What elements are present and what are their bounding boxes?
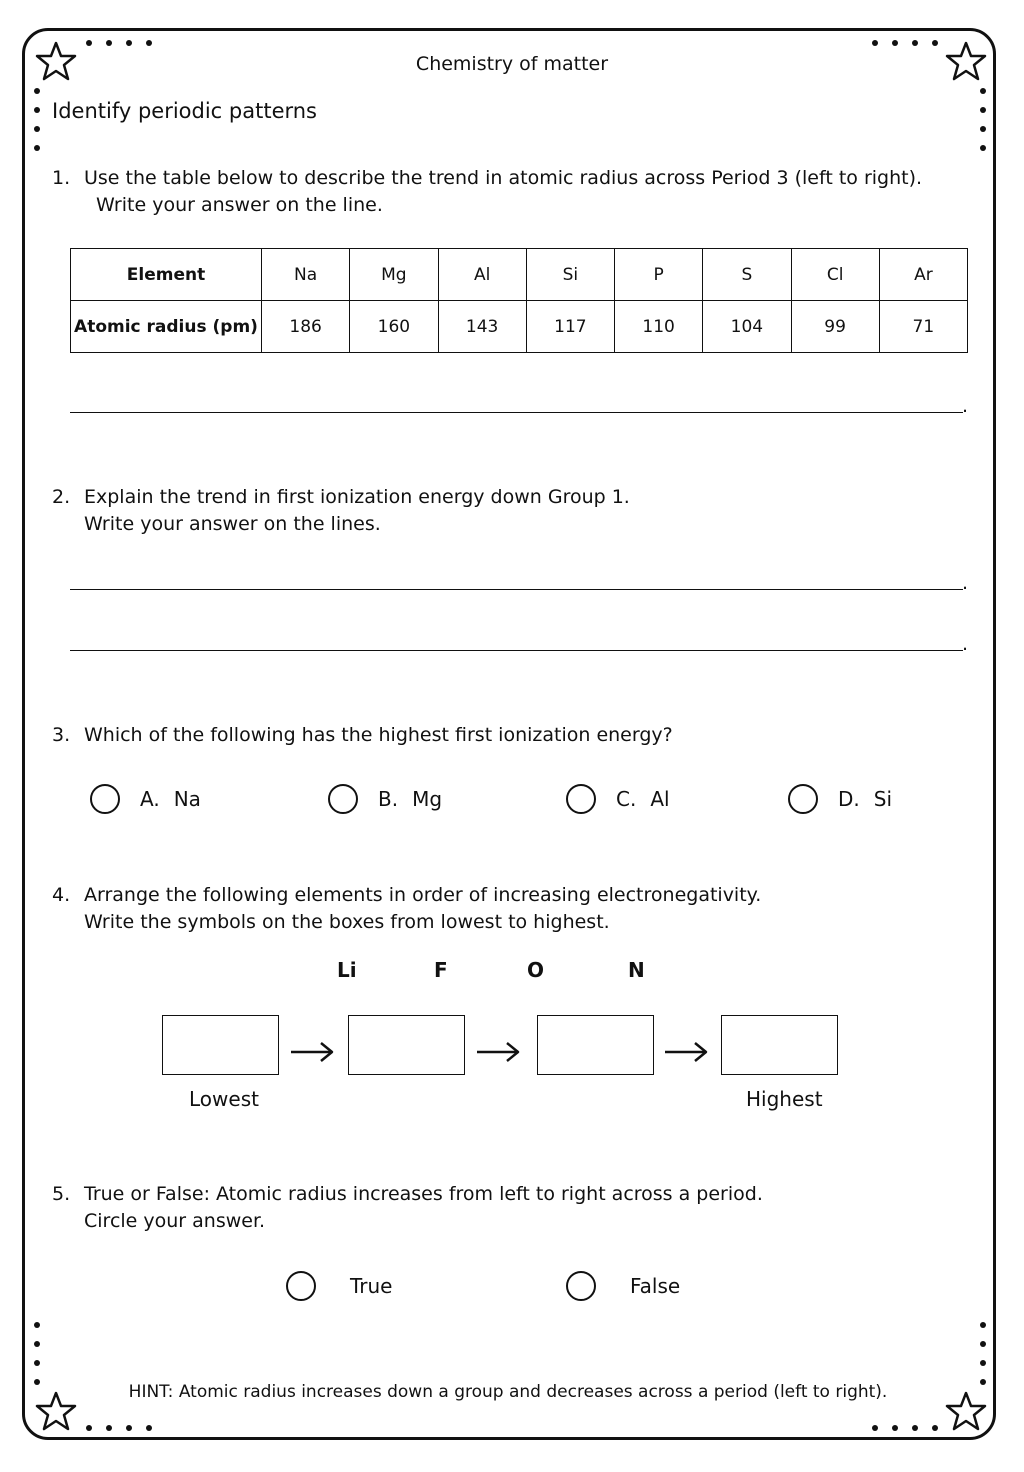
radio-circle[interactable] xyxy=(286,1271,316,1301)
radius-cell: 71 xyxy=(879,301,967,353)
decorative-dots xyxy=(34,88,40,151)
radius-cell: 160 xyxy=(350,301,438,353)
decorative-dots xyxy=(980,88,986,151)
question-text: Which of the following has the highest first ionization energy? xyxy=(84,724,673,746)
row-header: Element xyxy=(71,249,262,301)
hint-text: HINT: Atomic radius increases down a group and decreases across a period (left to right). xyxy=(128,1382,888,1402)
question-number: 5. xyxy=(52,1183,71,1205)
element-cell: Cl xyxy=(791,249,879,301)
question-instruction: Write your answer on the lines. xyxy=(84,513,381,535)
option-a[interactable] xyxy=(90,784,201,814)
element-cell: Si xyxy=(526,249,614,301)
radio-circle[interactable] xyxy=(328,784,358,814)
answer-box-3[interactable] xyxy=(537,1015,654,1075)
radius-cell: 117 xyxy=(526,301,614,353)
option-false[interactable] xyxy=(566,1271,680,1301)
line-period: . xyxy=(962,572,969,594)
option-letter: B. xyxy=(378,787,399,811)
radius-cell: 110 xyxy=(615,301,703,353)
element-symbol: N xyxy=(628,958,645,982)
decorative-dots xyxy=(86,1425,152,1431)
atomic-radius-table xyxy=(70,248,968,353)
row-header: Atomic radius (pm) xyxy=(71,301,262,353)
answer-line[interactable] xyxy=(70,412,963,413)
label-lowest: Lowest xyxy=(189,1087,259,1111)
question-number: 2. xyxy=(52,486,71,508)
element-cell: Ar xyxy=(879,249,967,301)
question-text: Explain the trend in first ionization energy down Group 1. xyxy=(84,486,630,508)
arrow-right-icon xyxy=(475,1038,521,1066)
element-cell: P xyxy=(615,249,703,301)
line-period: . xyxy=(962,633,969,655)
option-letter: D. xyxy=(838,787,860,811)
element-symbol: O xyxy=(527,958,545,982)
element-cell: S xyxy=(703,249,791,301)
element-symbol: F xyxy=(434,958,448,982)
arrow-right-icon xyxy=(663,1038,709,1066)
option-label: Na xyxy=(173,787,201,811)
decorative-dots xyxy=(34,1322,40,1385)
element-symbol: Li xyxy=(337,958,357,982)
table-row xyxy=(71,301,968,353)
question-text: Arrange the following elements in order of increasing electronegativity. xyxy=(84,884,762,906)
radio-circle[interactable] xyxy=(566,784,596,814)
element-cell: Na xyxy=(262,249,350,301)
question-instruction: Circle your answer. xyxy=(84,1210,266,1232)
option-label: True xyxy=(350,1274,393,1298)
label-highest: Highest xyxy=(746,1087,823,1111)
option-b[interactable] xyxy=(328,784,442,814)
element-cell: Al xyxy=(438,249,526,301)
element-cell: Mg xyxy=(350,249,438,301)
question-instruction: Write your answer on the line. xyxy=(96,194,383,216)
decorative-dots xyxy=(980,1322,986,1385)
radio-circle[interactable] xyxy=(566,1271,596,1301)
radius-cell: 143 xyxy=(438,301,526,353)
page-header: Chemistry of matter xyxy=(415,53,609,75)
option-label: Si xyxy=(873,787,893,811)
question-number: 1. xyxy=(52,167,71,189)
question-instruction: Write the symbols on the boxes from lowest to highest. xyxy=(84,911,610,933)
radio-circle[interactable] xyxy=(90,784,120,814)
line-period: . xyxy=(962,395,969,417)
answer-box-2[interactable] xyxy=(348,1015,465,1075)
decorative-dots xyxy=(86,40,152,46)
option-label: False xyxy=(630,1274,681,1298)
option-true[interactable] xyxy=(286,1271,392,1301)
radius-cell: 186 xyxy=(262,301,350,353)
question-text: True or False: Atomic radius increases from left to right across a period. xyxy=(84,1183,763,1205)
decorative-dots xyxy=(872,1425,938,1431)
answer-line[interactable] xyxy=(70,589,963,590)
option-d[interactable] xyxy=(788,784,892,814)
arrow-right-icon xyxy=(289,1038,335,1066)
answer-line[interactable] xyxy=(70,650,963,651)
table-row xyxy=(71,249,968,301)
option-letter: A. xyxy=(140,787,160,811)
question-number: 4. xyxy=(52,884,71,906)
question-text: Use the table below to describe the trend in atomic radius across Period 3 (left to right). xyxy=(84,167,923,189)
option-label: Mg xyxy=(412,787,443,811)
option-c[interactable] xyxy=(566,784,670,814)
answer-box-4[interactable] xyxy=(721,1015,838,1075)
question-number: 3. xyxy=(52,724,71,746)
option-label: Al xyxy=(650,787,670,811)
option-letter: C. xyxy=(616,787,637,811)
radio-circle[interactable] xyxy=(788,784,818,814)
answer-box-1[interactable] xyxy=(162,1015,279,1075)
decorative-dots xyxy=(872,40,938,46)
radius-cell: 104 xyxy=(703,301,791,353)
radius-cell: 99 xyxy=(791,301,879,353)
section-title: Identify periodic patterns xyxy=(52,99,318,123)
